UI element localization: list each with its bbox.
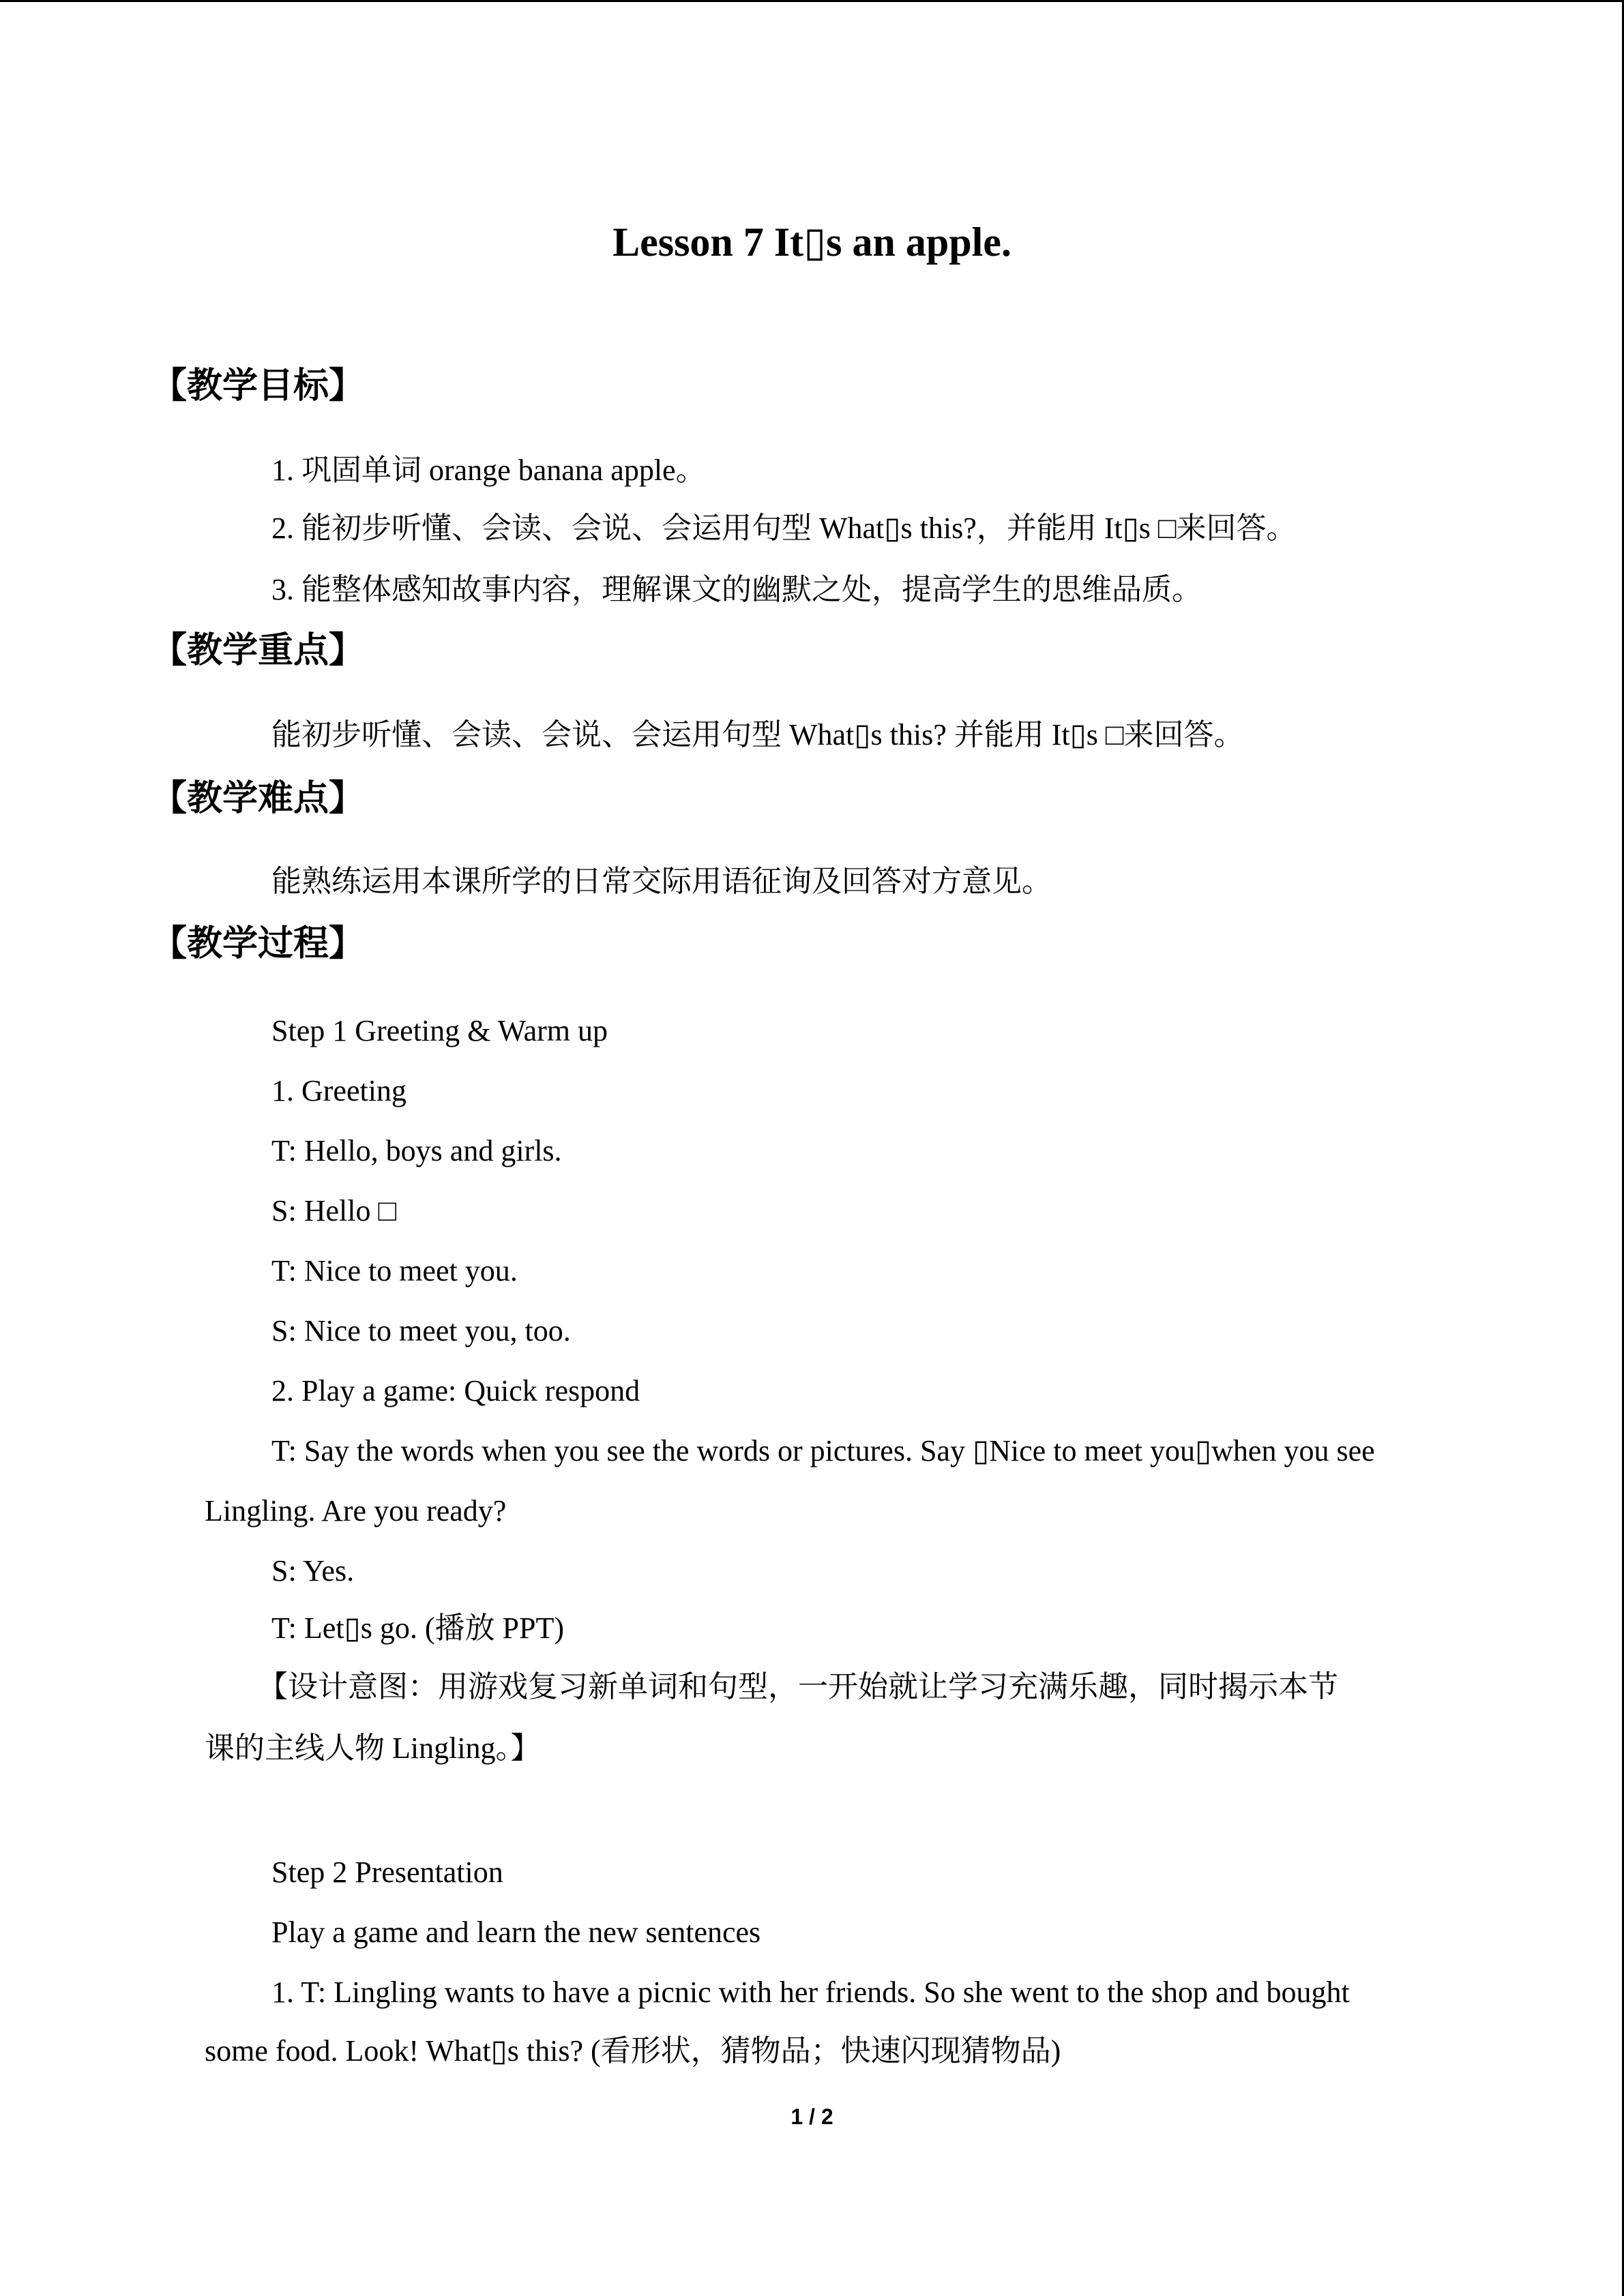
dialogue-line: 1. T: Lingling wants to have a picnic with her friends. So she went to the shop and bought [271, 1976, 1350, 2009]
dialogue-line-continued: some food. Look! What▯s this? (看形状，猜物品；快速闪现猜物品) [205, 2034, 1061, 2068]
design-intent-continued: 课的主线人物 Lingling。】 [205, 1731, 541, 1765]
page-top-border [0, 0, 1624, 2]
dialogue-line: S: Yes. [271, 1554, 355, 1587]
page-number: 1 / 2 [791, 2104, 833, 2129]
objective-item: 3. 能整体感知故事内容，理解课文的幽默之处，提高学生的思维品质。 [271, 573, 1202, 606]
dialogue-line: T: Hello, boys and girls. [271, 1134, 562, 1167]
dialogue-line: T: Say the words when you see the words or pictures. Say ▯Nice to meet you▯when you see [271, 1434, 1375, 1467]
lesson-title: Lesson 7 It▯s an apple. [612, 220, 1012, 265]
dialogue-line-continued: Lingling. Are you ready? [205, 1494, 507, 1527]
key-points-heading: 【教学重点】 [151, 631, 365, 670]
design-intent: 【设计意图：用游戏复习新单词和句型，一开始就让学习充满乐趣，同时揭示本节 [258, 1670, 1338, 1703]
dialogue-line: T: Let▯s go. (播放 PPT) [271, 1611, 564, 1645]
dialogue-line: S: Hello □ [271, 1194, 397, 1227]
step1-title: Step 1 Greeting & Warm up [271, 1014, 608, 1047]
step2-title: Step 2 Presentation [271, 1855, 503, 1889]
difficulties-text: 能熟练运用本课所学的日常交际用语征询及回答对方意见。 [271, 865, 1052, 898]
dialogue-line: T: Nice to meet you. [271, 1254, 518, 1287]
objectives-heading: 【教学目标】 [151, 367, 365, 406]
process-heading: 【教学过程】 [151, 925, 365, 964]
objective-item: 1. 巩固单词 orange banana apple。 [271, 453, 706, 487]
key-points-text: 能初步听懂、会读、会说、会运用句型 What▯s this? 并能用 It▯s □来回答。 [271, 718, 1244, 751]
dialogue-line: S: Nice to meet you, too. [271, 1314, 571, 1347]
step2-subtitle: Play a game and learn the new sentences [271, 1915, 761, 1949]
objective-item: 2. 能初步听懂、会读、会说、会运用句型 What▯s this?，并能用 It▯s □来回答。 [271, 511, 1297, 545]
difficulties-heading: 【教学难点】 [151, 779, 365, 818]
step1-game: 2. Play a game: Quick respond [271, 1374, 640, 1407]
step1-greeting: 1. Greeting [271, 1074, 407, 1107]
